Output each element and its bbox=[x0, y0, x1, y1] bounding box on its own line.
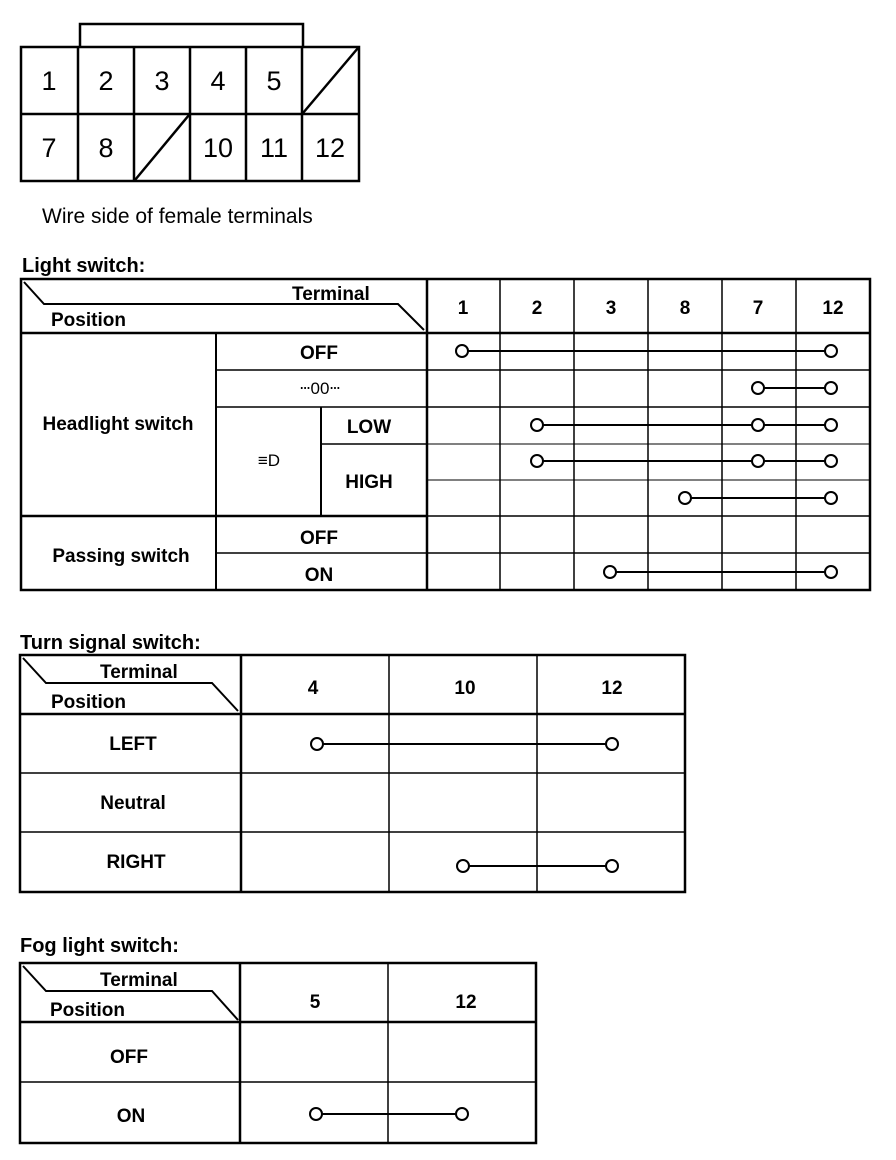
headlight-off-label: OFF bbox=[300, 343, 338, 364]
turn-terminal-4: 4 bbox=[307, 678, 319, 699]
continuity-off bbox=[456, 345, 837, 357]
light-terminal-header: Terminal bbox=[292, 284, 370, 305]
passing-switch-label: Passing switch bbox=[52, 546, 190, 567]
cavity-11: 11 bbox=[259, 133, 289, 163]
fog-terminal-12: 12 bbox=[455, 992, 477, 1013]
low-beam-label: LOW bbox=[346, 417, 392, 438]
turn-terminal-numbers bbox=[308, 678, 623, 699]
cavity-12: 12 bbox=[314, 133, 346, 163]
cavity-10: 10 bbox=[202, 133, 234, 163]
high-beam-label: HIGH bbox=[345, 472, 393, 493]
cavity-5: 5 bbox=[266, 66, 282, 96]
continuity-fog-on bbox=[310, 1108, 468, 1120]
light-position-header: Position bbox=[51, 310, 126, 331]
turn-left-label: LEFT bbox=[109, 734, 157, 755]
continuity-low bbox=[531, 419, 837, 431]
light-terminal-numbers bbox=[458, 298, 844, 319]
continuity-passing-on bbox=[604, 566, 837, 578]
continuity-high-b bbox=[679, 492, 837, 504]
light-continuity bbox=[456, 345, 837, 578]
continuity-high-a bbox=[531, 455, 837, 467]
fog-switch-title: Fog light switch: bbox=[20, 935, 179, 957]
fog-off-label: OFF bbox=[110, 1047, 148, 1068]
light-terminal-8: 8 bbox=[679, 298, 691, 319]
fog-on-label: ON bbox=[116, 1106, 146, 1127]
fog-terminal-header: Terminal bbox=[100, 970, 178, 991]
light-terminal-7: 7 bbox=[752, 298, 764, 319]
cavity-3: 3 bbox=[154, 66, 170, 96]
blank-cavity-9 bbox=[135, 115, 189, 180]
fog-continuity bbox=[310, 1108, 468, 1120]
continuity-parking bbox=[752, 382, 837, 394]
headlight-switch-label: Headlight switch bbox=[42, 414, 194, 435]
turn-terminal-12: 12 bbox=[601, 678, 623, 699]
fog-terminal-numbers bbox=[310, 992, 477, 1013]
passing-on-label: ON bbox=[304, 565, 334, 586]
cavity-2: 2 bbox=[98, 66, 114, 96]
cavity-4: 4 bbox=[210, 66, 226, 96]
turn-continuity bbox=[311, 738, 618, 872]
light-terminal-1: 1 bbox=[457, 298, 469, 319]
turn-right-label: RIGHT bbox=[106, 852, 166, 873]
light-terminal-12: 12 bbox=[822, 298, 844, 319]
turn-terminal-10: 10 bbox=[454, 678, 476, 699]
parking-light-symbol: ⵈ00ⵈ bbox=[299, 379, 341, 398]
passing-off-label: OFF bbox=[300, 528, 338, 549]
cavity-7: 7 bbox=[41, 133, 57, 163]
blank-cavity-6 bbox=[303, 48, 358, 113]
fog-terminal-5: 5 bbox=[309, 992, 321, 1013]
light-terminal-3: 3 bbox=[605, 298, 617, 319]
turn-position-header: Position bbox=[51, 692, 126, 713]
connector-caption: Wire side of female terminals bbox=[42, 205, 313, 228]
connector-face bbox=[21, 24, 359, 181]
light-switch-title: Light switch: bbox=[22, 255, 146, 277]
continuity-left bbox=[311, 738, 618, 750]
cavity-1: 1 bbox=[41, 66, 57, 96]
headlight-symbol: ≡D bbox=[257, 451, 281, 470]
turn-switch-title: Turn signal switch: bbox=[20, 632, 201, 654]
turn-terminal-header: Terminal bbox=[100, 662, 178, 683]
fog-position-header: Position bbox=[50, 1000, 125, 1021]
cavity-8: 8 bbox=[98, 133, 114, 163]
turn-neutral-label: Neutral bbox=[100, 793, 166, 814]
light-terminal-2: 2 bbox=[531, 298, 543, 319]
